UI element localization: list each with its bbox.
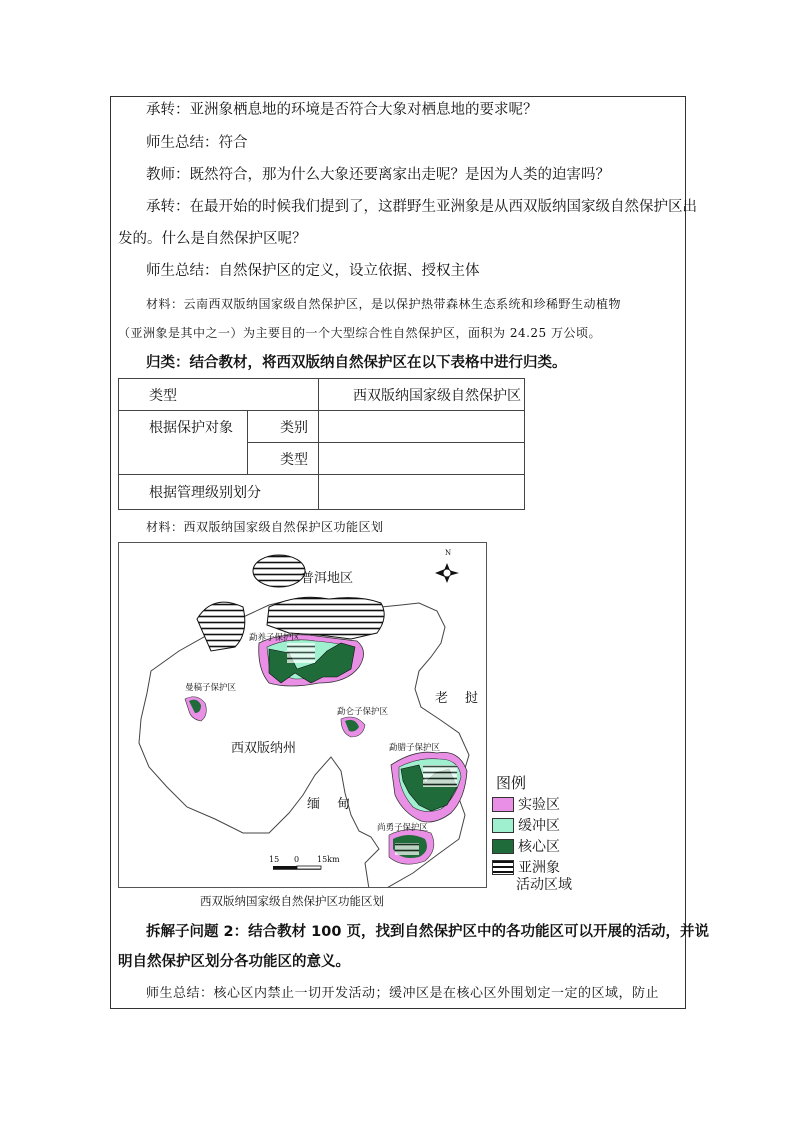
table-sub-category: 类别 [248, 411, 319, 443]
summary-paragraph-1: 师生总结：符合 [146, 135, 248, 151]
label-laos-1: 老 [435, 691, 449, 706]
legend-label-elephant-2: 活动区域 [516, 877, 572, 893]
label-xsbn: 西双版纳州 [231, 741, 297, 756]
label-myanmar-1: 缅 [307, 797, 321, 812]
table-cell-category[interactable] [319, 411, 525, 443]
shangyong-hatch-overlay [395, 843, 419, 855]
map-caption: 西双版纳国家级自然保护区功能区划 [200, 894, 384, 908]
transition-paragraph-1: 承转：亚洲象栖息地的环境是否符合大象对栖息地的要求呢？ [146, 102, 538, 118]
transition-paragraph-2: 承转：在最开始的时候我们提到了，这群野生亚洲象是从西双版纳国家级自然保护区出 [146, 199, 697, 215]
map-graphic [119, 543, 487, 888]
label-puer: 普洱地区 [301, 571, 354, 586]
summary-paragraph-2: 师生总结：自然保护区的定义，设立依据、授权主体 [146, 263, 480, 279]
material-2: 材料：西双版纳国家级自然保护区功能区划 [146, 520, 384, 534]
label-shangyong: 尚勇子保护区 [377, 823, 429, 833]
elephant-swatch [492, 860, 514, 875]
map-legend [490, 772, 600, 892]
teacher-paragraph: 教师：既然符合，那为什么大象还要离家出走呢？是因为人类的迫害吗？ [146, 167, 610, 183]
experiment-swatch [492, 797, 514, 812]
label-laos-2: 挝 [465, 691, 479, 706]
transition-paragraph-2-cont: 发的。什么是自然保护区呢？ [118, 231, 307, 247]
table-cell-type[interactable] [319, 443, 525, 475]
label-mengla: 勐腊子保护区 [389, 743, 441, 753]
compass-north-label: N [445, 549, 452, 557]
compass-rose-icon [435, 563, 459, 583]
label-menglun: 勐仑子保护区 [337, 707, 389, 717]
buffer-swatch [492, 818, 514, 833]
summary-paragraph-3: 师生总结：核心区内禁止一切开发活动；缓冲区是在核心区外围划定一定的区域，防止 [146, 986, 660, 1001]
table-cell-manage[interactable] [319, 475, 525, 510]
mengla-hatch-overlay [423, 765, 457, 787]
legend-label-core: 核心区 [518, 839, 560, 855]
legend-label-experiment: 实验区 [518, 797, 560, 813]
scale-bar [273, 866, 321, 869]
north-activity-zone [253, 555, 305, 587]
classify-heading: 归类：结合教材，将西双版纳自然保护区在以下表格中进行归类。 [146, 355, 567, 371]
label-mengyang: 勐养子保护区 [249, 633, 301, 643]
scale-label-right: 15km [317, 855, 340, 864]
subquestion-2-line-2: 明自然保护区划分各功能区的意义。 [118, 954, 350, 970]
table-row-protect: 根据保护对象 [119, 411, 248, 475]
material-1-line-1: 材料：云南西双版纳国家级自然保护区，是以保护热带森林生态系统和珍稀野生动植物 [146, 297, 622, 311]
legend-title: 图例 [496, 774, 527, 792]
legend-label-elephant-1: 亚洲象 [518, 860, 560, 876]
reserve-map [118, 542, 487, 888]
legend-item-core [492, 836, 560, 856]
legend-item-buffer [492, 815, 560, 835]
legend-item-experiment [492, 794, 560, 814]
legend-label-buffer: 缓冲区 [518, 818, 560, 834]
classification-table [118, 378, 525, 510]
table-header-type: 类型 [119, 379, 319, 411]
label-mangao: 曼稿子保护区 [185, 683, 237, 693]
material-1-line-2: （亚洲象是其中之一）为主要目的一个大型综合性自然保护区，面积为 24.25 万公顷。 [118, 326, 601, 340]
mengyang-hatch-overlay [287, 643, 315, 663]
core-swatch [492, 839, 514, 854]
scale-label-zero: 0 [294, 855, 300, 864]
table-header-reserve: 西双版纳国家级自然保护区 [319, 379, 525, 411]
table-row-manage: 根据管理级别划分 [119, 475, 319, 510]
subquestion-2-line-1: 拆解子问题 2：结合教材 100 页，找到自然保护区中的各功能区可以开展的活动，并说 [146, 924, 709, 940]
table-sub-type: 类型 [248, 443, 319, 475]
scale-label-left: 15 [269, 855, 280, 864]
label-myanmar-2: 甸 [337, 797, 351, 812]
